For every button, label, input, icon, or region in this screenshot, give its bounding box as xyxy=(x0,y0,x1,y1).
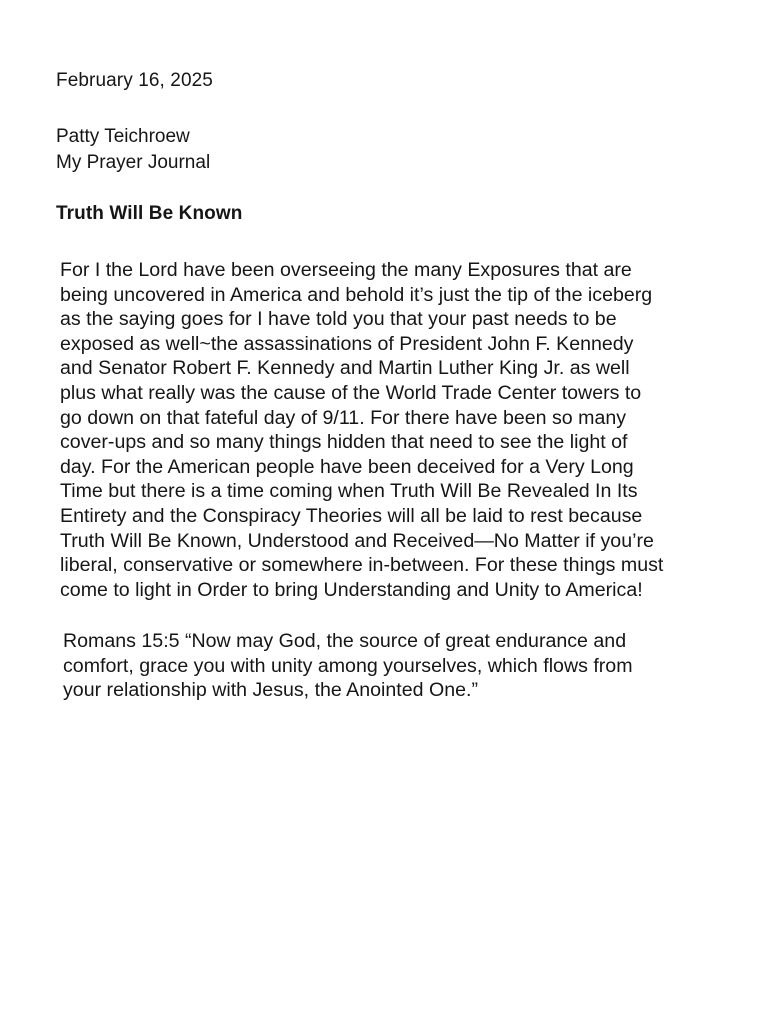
body-line: and Senator Robert F. Kennedy and Martin Luther King Jr. as well xyxy=(60,357,630,380)
body-line: exposed as well~the assassinations of President John F. Kennedy xyxy=(60,332,634,355)
author-block xyxy=(56,124,210,176)
body-line: Time but there is a time coming when Truth Will Be Revealed In Its xyxy=(60,480,638,503)
body-line: go down on that fateful day of 9/11. For there have been so many xyxy=(60,406,627,429)
verse-line: comfort, grace you with unity among yourselves, which flows from xyxy=(63,654,633,677)
entry-title: Truth Will Be Known xyxy=(56,203,243,224)
body-line: day. For the American people have been deceived for a Very Long xyxy=(60,455,634,478)
entry-date: February 16, 2025 xyxy=(56,70,213,91)
body-line: liberal, conservative or somewhere in-between. For these things must xyxy=(60,554,664,577)
body-line: cover-ups and so many things hidden that need to see the light of xyxy=(60,431,628,454)
journal-name: My Prayer Journal xyxy=(56,152,211,173)
body-line: being uncovered in America and behold it’s just the tip of the iceberg xyxy=(60,283,653,306)
author-name: Patty Teichroew xyxy=(56,126,190,147)
scripture-verse xyxy=(63,629,743,703)
body-line: Entirety and the Conspiracy Theories will all be laid to rest because xyxy=(60,504,643,527)
body-line: come to light in Order to bring Understanding and Unity to America! xyxy=(60,578,643,601)
body-line: Truth Will Be Known, Understood and Received—No Matter if you’re xyxy=(60,529,654,552)
body-line: plus what really was the cause of the World Trade Center towers to xyxy=(60,381,642,404)
entry-body xyxy=(60,258,750,602)
body-line: as the saying goes for I have told you that your past needs to be xyxy=(60,308,617,331)
body-line: For I the Lord have been overseeing the many Exposures that are xyxy=(60,259,632,281)
verse-line: your relationship with Jesus, the Anointed One.” xyxy=(63,679,478,702)
verse-line: Romans 15:5 “Now may God, the source of great endurance and xyxy=(63,630,627,652)
